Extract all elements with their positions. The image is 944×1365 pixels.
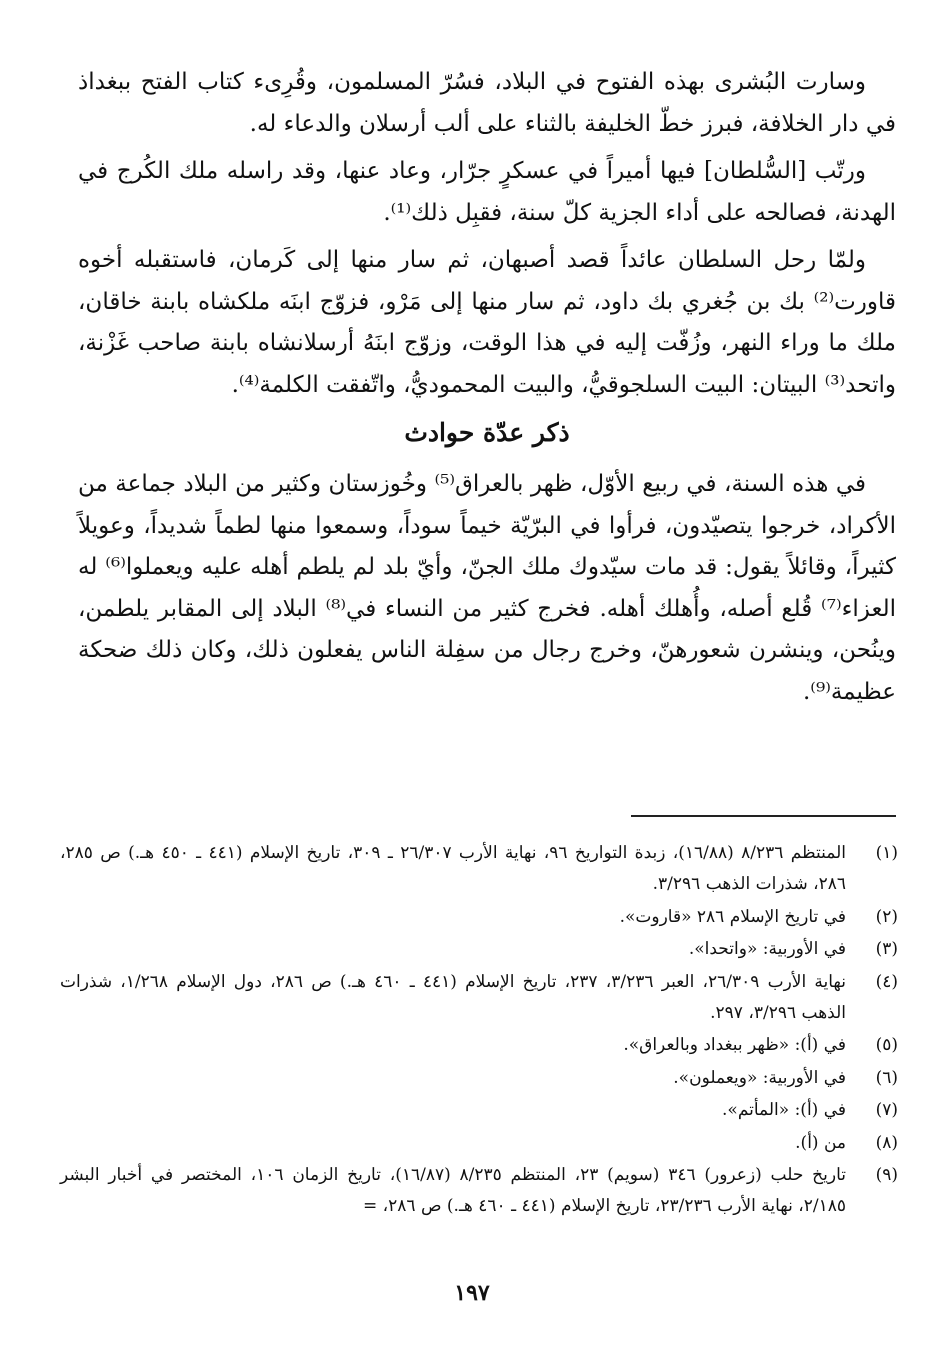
footnote-separator — [631, 815, 896, 817]
footnote-text: نهاية الأرب ٢٦/٣٠٩، العبر ٣/٢٣٦، ٢٣٧، تاريخ الإسلام (٤٤١ ـ ٤٦٠ هـ.) ص ٢٨٦، دول الإسلام ١/٢٦٨، شذرات الذهب ٣/٢٩٦، ٢٩٧. — [60, 971, 846, 1023]
footnote-number: (٥) — [875, 1035, 898, 1055]
footnote-number: (٤) — [875, 971, 898, 992]
footnote-6 — [60, 1063, 898, 1094]
footnote-text: المنتظم ٨/٢٣٦ (١٦/٨٨)، زبدة التواريخ ٩٦، نهاية الأرب ٢٦/٣٠٧ ـ ٣٠٩، تاريخ الإسلام (٤٤١ ـ ٤٥٠ هـ.) ص ٢٨٥، ٢٨٦، شذرات الذهب ٣/٢٩٦. — [60, 843, 846, 894]
footnote-number: (٨) — [875, 1132, 898, 1153]
footnote-9 — [60, 1160, 898, 1222]
paragraph-2: ورتّب [السُّلطان] فيها أميراً في عسكرٍ جرّار، وعاد عنها، وقد راسله ملك الكُرج في الهدنة، فصالحه على أداء الجزية كلّ سنة، فقبِل ذلك⁽¹⁾. — [78, 158, 896, 226]
footnote-number: (٩) — [875, 1165, 898, 1185]
footnote-2 — [60, 902, 898, 933]
footnote-text: في (أ): «المأتم». — [722, 1100, 846, 1120]
section-heading: ذكر عدّة حوادث — [404, 418, 570, 447]
footnote-8 — [60, 1128, 898, 1159]
page-number: ١٩٧ — [454, 1280, 490, 1306]
footnotes-list — [60, 838, 898, 1224]
footnote-number: (٧) — [875, 1100, 898, 1120]
footnote-number: (٦) — [875, 1067, 898, 1088]
paragraph-1: وسارت البُشرى بهذه الفتوح في البلاد، فسُرّ المسلمون، وقُرِىء كتاب الفتح ببغداذ في دار الخلافة، فبرز خطّ الخليفة بالثناء على ألب أرسلان والدعاء له. — [78, 69, 896, 137]
footnote-1 — [60, 838, 898, 900]
footnote-text: في تاريخ الإسلام ٢٨٦ «قاروت». — [619, 906, 846, 927]
footnote-text: تاريخ حلب (زعرور) ٣٤٦ (سويم) ٢٣، المنتظم ٨/٢٣٥ (١٦/٨٧)، تاريخ الزمان ١٠٦، المختصر في أخبار البشر ٢/١٨٥، نهاية الأرب ٢٣/٢٣٦، تاريخ الإسلام (٤٤١ ـ ٤٦٠ هـ.) ص ٢٨٦، = — [60, 1165, 846, 1216]
main-text — [78, 62, 896, 719]
footnote-text: في الأوربية: «ويعملون». — [673, 1067, 846, 1088]
footnote-text: في الأوربية: «واتحدا». — [688, 939, 846, 959]
footnote-number: (٣) — [875, 939, 898, 959]
footnote-5 — [60, 1030, 898, 1061]
footnote-text: في (أ): «ظهر ببغداد وبالعراق». — [623, 1035, 846, 1055]
section-paragraph: في هذه السنة، في ربيع الأوّل، ظهر بالعراق⁽⁵⁾ وخُوزستان وكثير من البلاد جماعة من الأكراد، خرجوا يتصيّدون، فرأوا في البرّيّة خيماً سوداً، وسمعوا منها لطماً شديداً، وعويلاً كثيراً، وقائلاً يقول: قد مات سيّدوك ملك الجنّ، وأيّ بلد لم يلطم أهله عليه ويعملوا⁽⁶⁾ له العزاء⁽⁷⁾ قُلع أصله، وأُهلك أهله. فخرج كثير من النساء في⁽⁸⁾ البلاد إلى المقابر يلطمن، وينُحن، وينشرن شعورهنّ، وخرج رجال من سفِلة الناس يفعلون ذلك، وكان ذلك ضحكة عظيمة⁽⁹⁾. — [78, 471, 896, 705]
paragraph-3: ولمّا رحل السلطان عائداً قصد أصبهان، ثم سار منها إلى كَرمان، فاستقبله أخوه قاورت⁽²⁾ بك بن جُغري بك داود، ثم سار منها إلى مَرْو، فزوّج ابنَه ملكشاه بابنة خاقان، ملك ما وراء النهر، وزُفّت إليه في هذا الوقت، وزوّج ابنَهُ أرسلانشاه بابنة صاحب غَزْنة، واتحد⁽³⁾ البيتان: البيت السلجوقيُّ، والبيت المحموديُّ، واتّفقت الكلمة⁽⁴⁾. — [78, 247, 896, 398]
footnote-number: (١) — [875, 843, 898, 863]
footnote-number: (٢) — [875, 906, 898, 927]
footnote-4 — [60, 967, 898, 1029]
footnote-text: من (أ). — [795, 1132, 846, 1153]
footnote-3 — [60, 934, 898, 965]
footnote-7 — [60, 1095, 898, 1126]
